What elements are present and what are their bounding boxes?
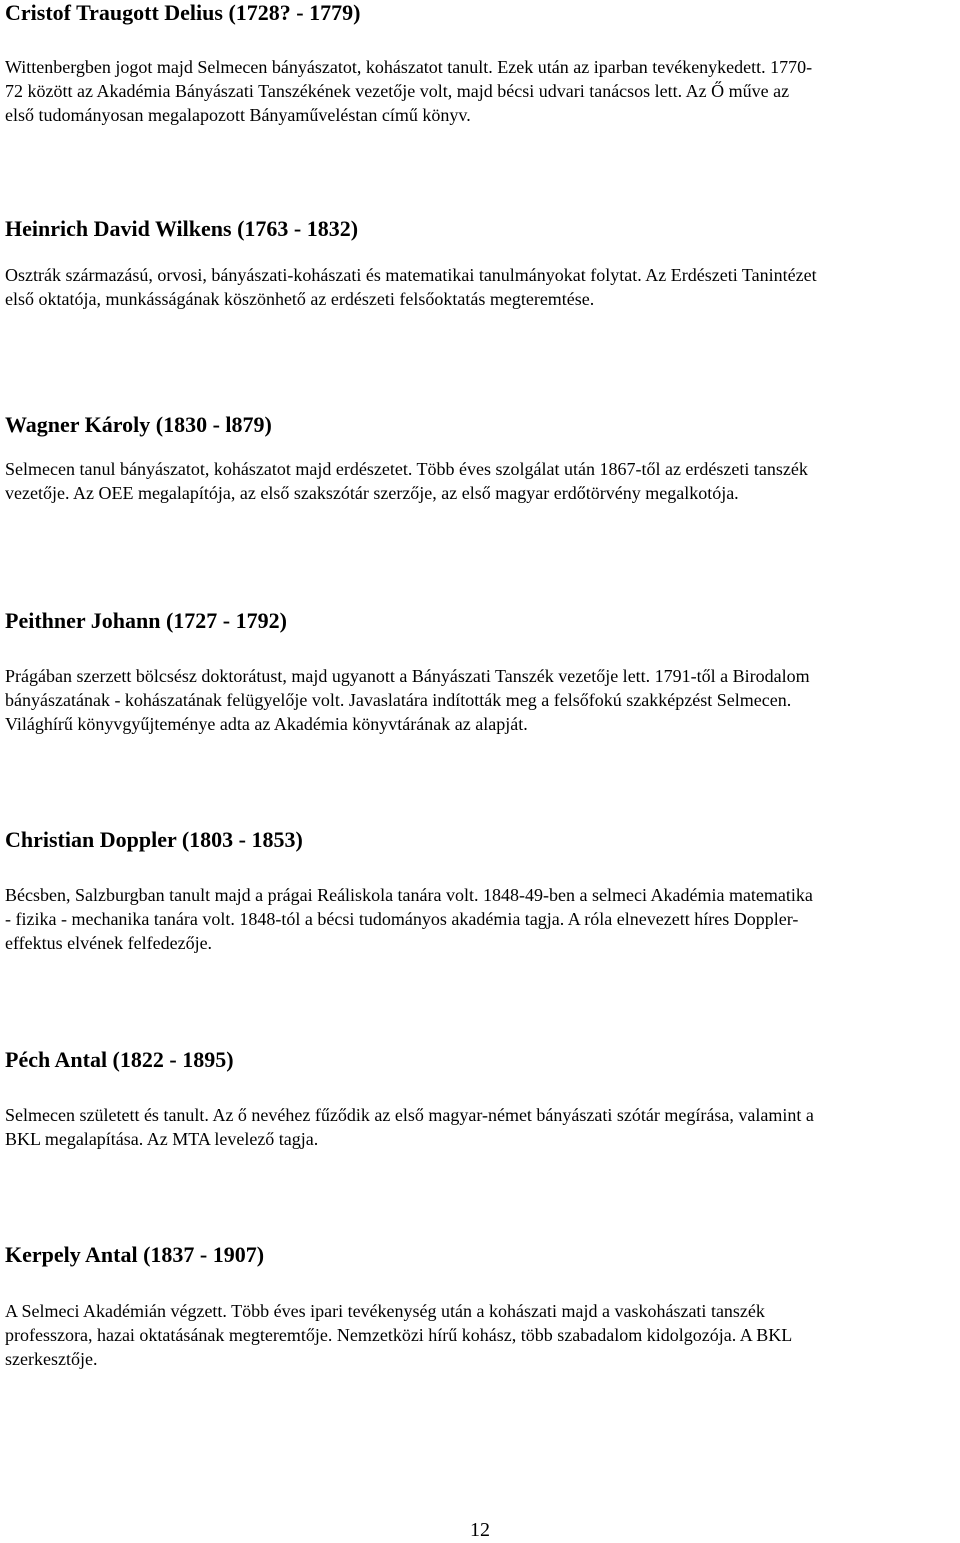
- entry-text-line: első tudományosan megalapozott Bányaműveléstan című könyv.: [5, 105, 471, 125]
- entry-text-line: első oktatója, munkásságának köszönhető az erdészeti felsőoktatás megteremtése.: [5, 289, 595, 309]
- entry-text-line: Prágában szerzett bölcsész doktorátust, majd ugyanott a Bányászati Tanszék vezetője lett. 1791-től a Birodalom: [5, 666, 810, 686]
- entry-heading: Wagner Károly (1830 - l879): [5, 412, 272, 437]
- entry-text-line: Selmecen tanul bányászatot, kohászatot majd erdészetet. Több éves szolgálat után 1867-től az erdészeti tanszék: [5, 459, 808, 479]
- entry-text-line: BKL megalapítása. Az MTA levelező tagja.: [5, 1129, 319, 1149]
- entry-text-line: vezetője. Az OEE megalapítója, az első szakszótár szerzője, az első magyar erdőtörvény megalkotója.: [5, 483, 739, 503]
- entry-text-line: szerkesztője.: [5, 1349, 98, 1369]
- entry-text-line: professzora, hazai oktatásának megteremtője. Nemzetközi hírű kohász, több szabadalom kidolgozója. A BKL: [5, 1325, 793, 1345]
- entry-heading: Kerpely Antal (1837 - 1907): [5, 1242, 265, 1267]
- biography-entry: [5, 827, 957, 955]
- entry-text-line: - fizika - mechanika tanára volt. 1848-tól a bécsi tudományos akadémia tagja. A róla elnevezett híres Doppler-: [5, 909, 799, 929]
- biography-entry: [5, 608, 957, 736]
- entry-text-line: Osztrák származású, orvosi, bányászati-kohászati és matematikai tanulmányokat folytat. Az Erdészeti Tanintézet: [5, 265, 817, 285]
- page-number: 12: [470, 1519, 490, 1541]
- entry-text-line: 72 között az Akadémia Bányászati Tanszékének vezetője volt, majd bécsi udvari tanácsos lett. Az Ő műve az: [5, 81, 790, 101]
- entry-text-line: Selmecen született és tanult. Az ő nevéhez fűződik az első magyar-német bányászati szótár megírása, valamint a: [5, 1105, 814, 1125]
- entry-heading: Peithner Johann (1727 - 1792): [5, 608, 287, 633]
- biography-entry: [5, 412, 957, 505]
- entry-heading: Christian Doppler (1803 - 1853): [5, 827, 303, 852]
- entry-text-line: Világhírű könyvgyűjteménye adta az Akadémia könyvtárának az alapját.: [5, 714, 528, 734]
- biography-entry: [5, 1242, 957, 1371]
- entry-text-line: Wittenbergben jogot majd Selmecen bányászatot, kohászatot tanult. Ezek után az iparban tevékenykedett. 1770-: [5, 57, 813, 77]
- entry-text-line: effektus elvének felfedezője.: [5, 933, 213, 953]
- entry-text-line: A Selmeci Akadémián végzett. Több éves ipari tevékenység után a kohászati majd a vaskohászati tanszék: [5, 1301, 765, 1321]
- entry-heading: Heinrich David Wilkens (1763 - 1832): [5, 216, 359, 241]
- entry-heading: Péch Antal (1822 - 1895): [5, 1047, 234, 1072]
- entry-text-line: bányászatának - kohászatának felügyelője volt. Javaslatára indították meg a felsőfokú szakképzést Selmecen.: [5, 690, 792, 710]
- entry-heading: Cristof Traugott Delius (1728? - 1779): [5, 0, 361, 25]
- entry-text-line: Bécsben, Salzburgban tanult majd a prágai Reáliskola tanára volt. 1848-49-ben a selmeci Akadémia matematika: [5, 885, 813, 905]
- biography-entry: [5, 1047, 957, 1151]
- biography-entry: [5, 216, 957, 311]
- biography-entry: [5, 0, 957, 127]
